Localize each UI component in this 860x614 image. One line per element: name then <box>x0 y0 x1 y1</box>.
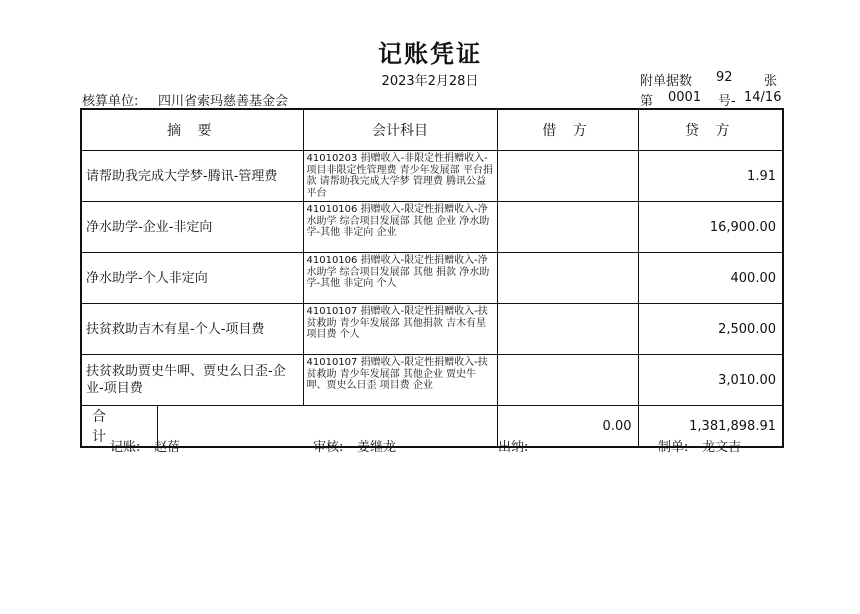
voucher-no-prefix: 第 <box>640 94 654 109</box>
attachments-label: 附单据数 <box>640 74 693 89</box>
preparer-label: 制单: <box>658 440 689 455</box>
voucher-no-suffix: 号- <box>718 94 736 109</box>
row-debit <box>497 253 638 304</box>
attachments-unit: 张 <box>764 74 778 89</box>
bookkeeper-label: 记账: <box>110 440 141 455</box>
row-summary: 扶贫救助贾史牛呷、贾史么日歪-企业-项目费 <box>81 355 303 406</box>
unit-label: 核算单位: <box>82 94 139 109</box>
row-credit: 400.00 <box>638 253 783 304</box>
total-blank-cell <box>81 406 497 448</box>
row-account: 41010106 捐赠收入-限定性捐赠收入-净水助学 综合项目发展部 其他 捐款 净水助学-其他 非定向 个人 <box>303 253 497 304</box>
row-summary: 请帮助我完成大学梦-腾讯-管理费 <box>81 151 303 202</box>
voucher-title: 记账凭证 <box>378 40 482 68</box>
table-row <box>81 151 783 202</box>
col-summary: 摘 要 <box>81 109 303 151</box>
row-account: 41010106 捐赠收入-限定性捐赠收入-净水助学 综合项目发展部 其他 企业 净水助学-其他 非定向 企业 <box>303 202 497 253</box>
total-debit: 0.00 <box>497 406 638 448</box>
table-row <box>81 253 783 304</box>
row-credit: 16,900.00 <box>638 202 783 253</box>
bookkeeper-name: 赵蓓 <box>154 440 181 455</box>
preparer-name: 龙文吉 <box>702 440 742 455</box>
row-account: 41010107 捐赠收入-限定性捐赠收入-扶贫救助 青少年发展部 其他企业 贾史牛呷、贾史么日歪 项目费 企业 <box>303 355 497 406</box>
table-header-row <box>81 109 783 151</box>
row-account: 41010107 捐赠收入-限定性捐赠收入-扶贫救助 青少年发展部 其他捐款 吉木有星 项目费 个人 <box>303 304 497 355</box>
reviewer-name: 姜继龙 <box>357 440 397 455</box>
col-debit: 借 方 <box>497 109 638 151</box>
table-row <box>81 355 783 406</box>
row-summary: 净水助学-企业-非定向 <box>81 202 303 253</box>
row-debit <box>497 151 638 202</box>
col-account: 会计科目 <box>303 109 497 151</box>
reviewer-label: 审核: <box>313 440 344 455</box>
table-row <box>81 304 783 355</box>
cashier-label: 出纳: <box>498 440 529 455</box>
row-debit <box>497 202 638 253</box>
voucher-table <box>80 108 784 448</box>
attachments-count: 92 <box>716 70 733 85</box>
voucher-date: 2023年2月28日 <box>381 74 479 89</box>
total-label-wrap <box>82 406 497 446</box>
row-account: 41010203 捐赠收入-非限定性捐赠收入-项目非限定性管理费 青少年发展部 平台捐款 请帮助我完成大学梦 管理费 腾讯公益平台 <box>303 151 497 202</box>
voucher-no-page: 14/16 <box>744 90 782 105</box>
row-debit <box>497 355 638 406</box>
unit-name: 四川省索玛慈善基金会 <box>158 94 289 109</box>
table-row <box>81 202 783 253</box>
col-credit: 贷 方 <box>638 109 783 151</box>
row-debit <box>497 304 638 355</box>
row-credit: 2,500.00 <box>638 304 783 355</box>
row-summary: 扶贫救助吉木有星-个人-项目费 <box>81 304 303 355</box>
total-label: 合 计 <box>82 406 158 446</box>
row-credit: 3,010.00 <box>638 355 783 406</box>
voucher-no-number: 0001 <box>668 90 702 105</box>
total-credit: 1,381,898.91 <box>638 406 783 448</box>
row-credit: 1.91 <box>638 151 783 202</box>
row-summary: 净水助学-个人非定向 <box>81 253 303 304</box>
